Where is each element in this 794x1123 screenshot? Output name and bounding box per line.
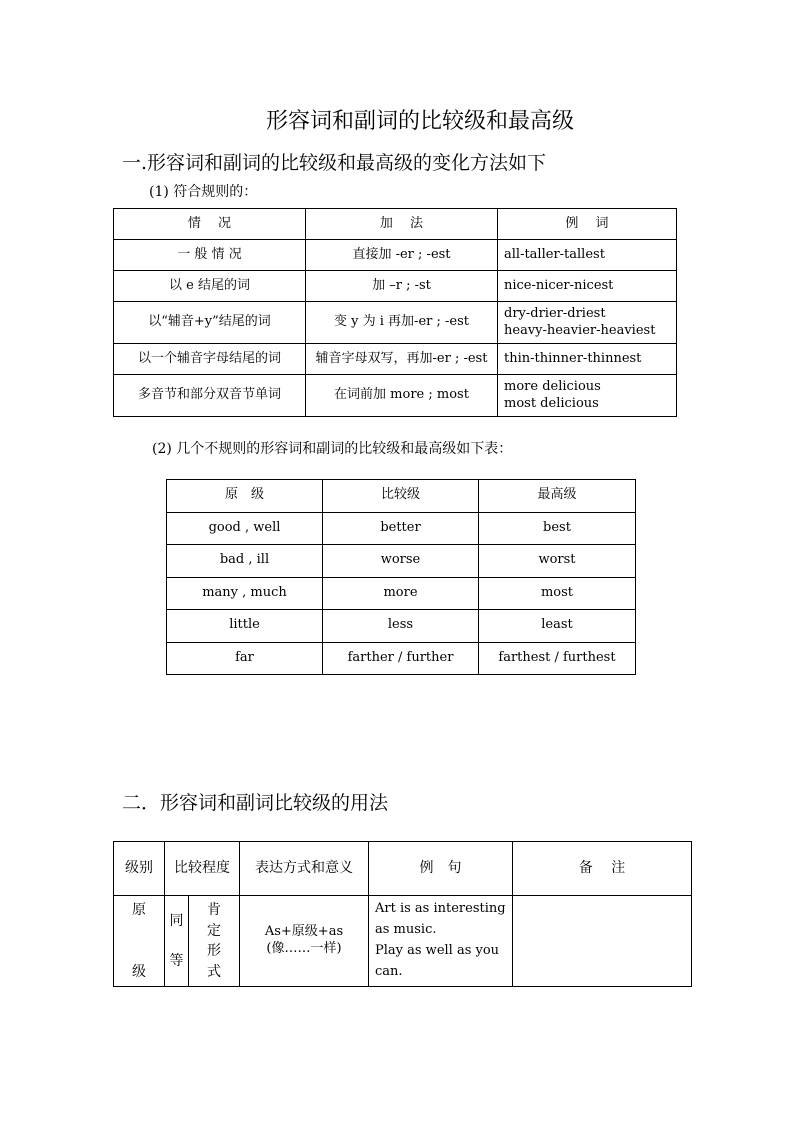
header-cell: 比较程度 [165, 842, 240, 896]
case-cell: 以一个辅音字母结尾的词 [114, 344, 306, 375]
base-form-cell: far [167, 642, 323, 675]
form-char: 式 [207, 963, 221, 980]
base-form-cell: bad , ill [167, 545, 323, 578]
table-header-row [114, 209, 677, 240]
superlative-cell: least [479, 610, 636, 643]
example-line: dry-drier-driest [504, 305, 606, 321]
header-cell: 原 级 [167, 480, 323, 513]
table-row [167, 642, 636, 675]
case-cell: 以 e 结尾的词 [114, 271, 306, 302]
case-cell: 多音节和部分双音节单词 [114, 375, 306, 417]
example-line: as music. [375, 922, 437, 938]
base-form-cell: many , much [167, 577, 323, 610]
example-line: Art is as interesting [375, 901, 506, 917]
comparative-cell: better [323, 512, 479, 545]
regular-rules-table [113, 208, 677, 417]
header-cell: 例 词 [498, 209, 677, 240]
table-row [114, 302, 677, 344]
header-cell: 加 法 [306, 209, 498, 240]
table-row [114, 344, 677, 375]
form-char: 定 [207, 922, 221, 939]
table-row [114, 271, 677, 302]
comparative-cell: more [323, 577, 479, 610]
method-cell: 辅音字母双写，再加-er ; -est [306, 344, 498, 375]
example-sentence-cell [369, 896, 513, 987]
example-line: most delicious [504, 395, 599, 411]
form-cell [189, 896, 240, 987]
section-1-heading: 一.形容词和副词的比较级和最高级的变化方法如下 [122, 152, 547, 174]
table-header-row [114, 842, 692, 896]
superlative-cell: most [479, 577, 636, 610]
header-cell: 比较级 [323, 480, 479, 513]
level-cell [114, 896, 165, 987]
degree-text: 同 [169, 912, 184, 929]
method-cell: 加 –r ; -st [306, 271, 498, 302]
header-cell: 表达方式和意义 [240, 842, 369, 896]
example-line: more delicious [504, 378, 601, 394]
case-cell: 以“辅音+y”结尾的词 [114, 302, 306, 344]
header-cell: 级别 [114, 842, 165, 896]
irregular-forms-table [166, 479, 636, 675]
base-form-cell: good , well [167, 512, 323, 545]
section-2-heading: 二．形容词和副词比较级的用法 [122, 792, 389, 814]
form-char: 形 [207, 943, 221, 960]
note-cell [513, 896, 692, 987]
table-row [167, 577, 636, 610]
table-row [114, 896, 692, 987]
table-header-row [167, 480, 636, 513]
header-cell: 例 句 [369, 842, 513, 896]
subsection-irregular-heading: (2) 几个不规则的形容词和副词的比较级和最高级如下表： [152, 441, 513, 457]
header-cell: 最高级 [479, 480, 636, 513]
degree-text: 等 [169, 952, 184, 969]
comparative-cell: farther / further [323, 642, 479, 675]
table-row [167, 512, 636, 545]
expression-line: (像……一样) [266, 941, 342, 956]
header-cell: 情 况 [114, 209, 306, 240]
level-text: 原 [132, 902, 146, 918]
comparative-cell: less [323, 610, 479, 643]
base-form-cell: little [167, 610, 323, 643]
comparative-usage-table [113, 841, 692, 987]
table-row [114, 240, 677, 271]
table-row [114, 375, 677, 417]
example-cell: all-taller-tallest [498, 240, 677, 271]
expression-line: As+原级+as [264, 924, 344, 940]
table-row [167, 545, 636, 578]
method-cell: 直接加 -er ; -est [306, 240, 498, 271]
superlative-cell: best [479, 512, 636, 545]
superlative-cell: farthest / furthest [479, 642, 636, 675]
example-line: can. [375, 963, 403, 979]
form-char: 肯 [207, 902, 221, 918]
example-line: heavy-heavier-heaviest [504, 322, 656, 338]
method-cell: 变 y 为 i 再加-er ; -est [306, 302, 498, 344]
table-row [167, 610, 636, 643]
method-cell: 在词前加 more ; most [306, 375, 498, 417]
comparative-cell: worse [323, 545, 479, 578]
subsection-regular-heading: (1) 符合规则的： [149, 184, 258, 200]
example-cell [498, 375, 677, 417]
level-text: 级 [132, 963, 146, 980]
case-cell: 一 般 情 况 [114, 240, 306, 271]
example-cell: nice-nicer-nicest [498, 271, 677, 302]
example-cell: thin-thinner-thinnest [498, 344, 677, 375]
header-cell: 备 注 [513, 842, 692, 896]
degree-cell [165, 896, 189, 987]
example-cell [498, 302, 677, 344]
page-title: 形容词和副词的比较级和最高级 [265, 109, 574, 134]
example-line: Play as well as you [375, 943, 500, 958]
superlative-cell: worst [479, 545, 636, 578]
expression-cell [240, 896, 369, 987]
